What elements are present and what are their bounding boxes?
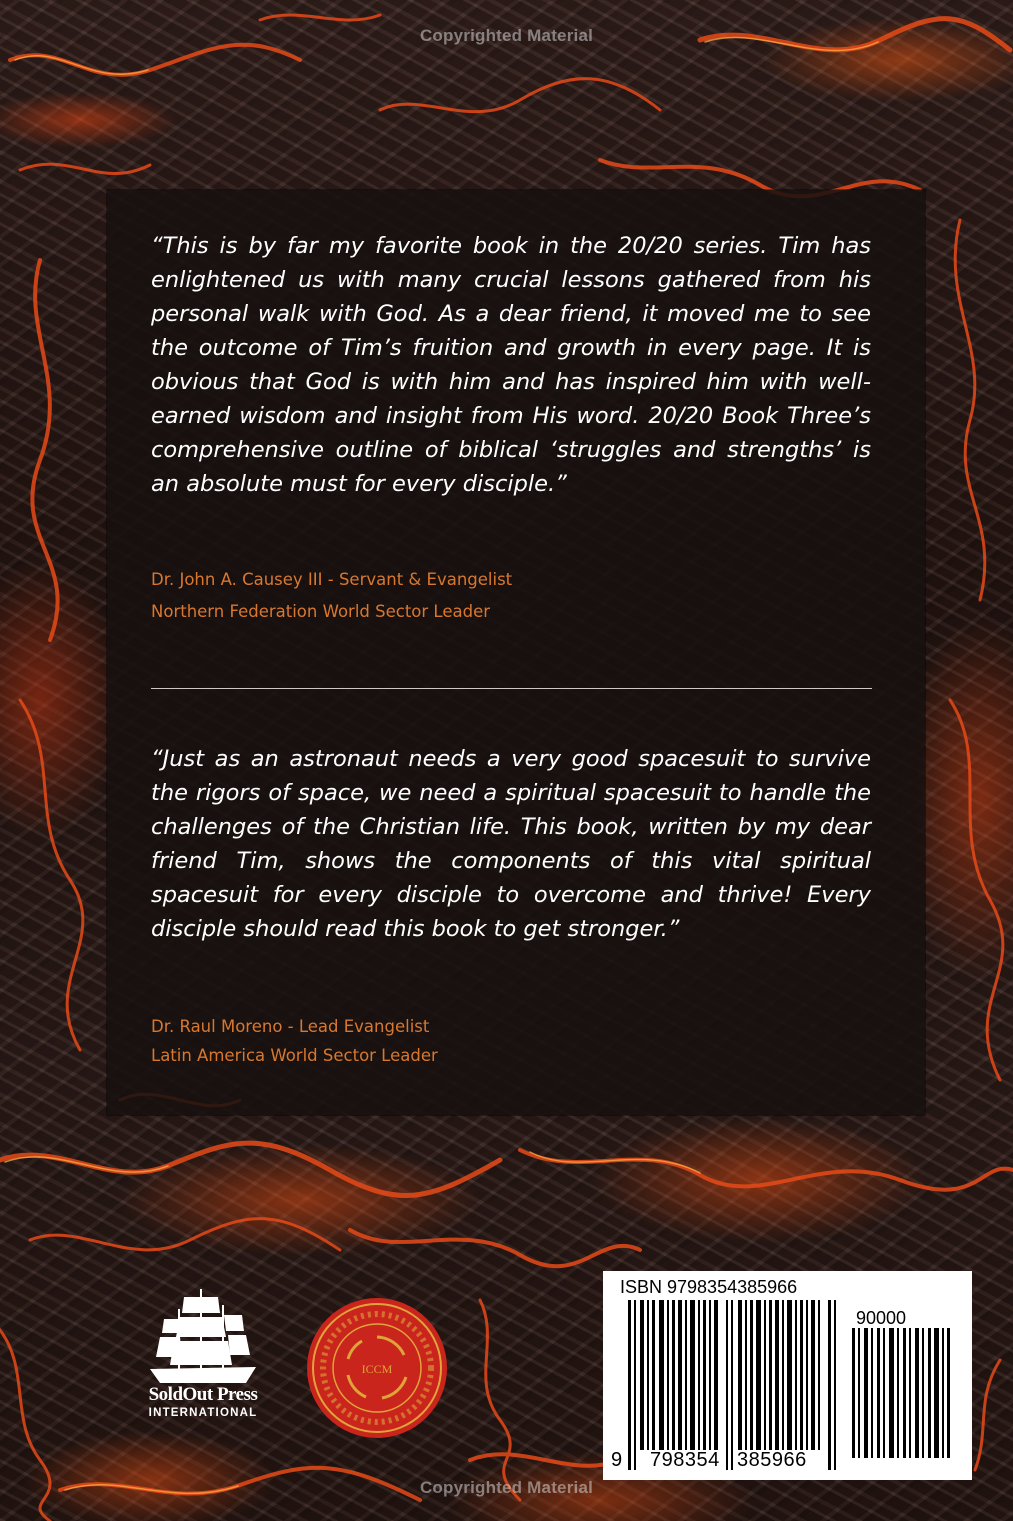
endorsement-quote-2: “Just as an astronaut needs a very good spacesuit to survive the rigors of space, we need a spiritual spacesuit to handle the challenges of the Christian life. This book, written by my dear friend Tim, shows the components of this vital spiritual spacesuit for every disciple to overcome and thrive! Every disciple should read this book to get stronger.” bbox=[151, 746, 871, 942]
barcode-digit-first: 9 bbox=[611, 1449, 623, 1471]
endorsement-author-1-title: Northern Federation World Sector Leader bbox=[151, 602, 490, 621]
price-code-text: 90000 bbox=[856, 1308, 907, 1328]
endorsement-quote-1: “This is by far my favorite book in the 20/20 series. Tim has enlightened us with many crucial lessons gathered from his personal walk with God. As a dear friend, it moved me to see the outcome of Tim’s fruition and growth in every page. It is obvious that God is with him and has inspired him with well-earned wisdom and insight from His word. 20/20 Book Three’s comprehensive outline of biblical ‘struggles and strengths’ is an absolute must for every disciple.” bbox=[151, 233, 871, 497]
barcode-bars-icon bbox=[628, 1300, 838, 1470]
barcode-digits-right: 385966 bbox=[737, 1449, 807, 1471]
barcode-addon-bars-icon bbox=[852, 1328, 952, 1458]
publisher-subtitle: INTERNATIONAL bbox=[148, 1407, 258, 1419]
publisher-name: SoldOut Press bbox=[148, 1384, 258, 1405]
watermark-top: Copyrighted Material bbox=[419, 26, 594, 45]
watermark-bottom: Copyrighted Material bbox=[419, 1478, 594, 1497]
barcode-digits-left: 798354 bbox=[650, 1449, 720, 1471]
divider bbox=[151, 688, 872, 689]
circular-seal-icon bbox=[306, 1297, 448, 1439]
endorsement-author-1: Dr. John A. Causey III - Servant & Evangelist bbox=[151, 570, 513, 589]
isbn-text: ISBN 9798354385966 bbox=[620, 1277, 798, 1297]
endorsement-author-2-title: Latin America World Sector Leader bbox=[151, 1046, 438, 1065]
seal-text: ICCM bbox=[361, 1362, 393, 1376]
endorsement-author-2: Dr. Raul Moreno - Lead Evangelist bbox=[151, 1017, 430, 1036]
